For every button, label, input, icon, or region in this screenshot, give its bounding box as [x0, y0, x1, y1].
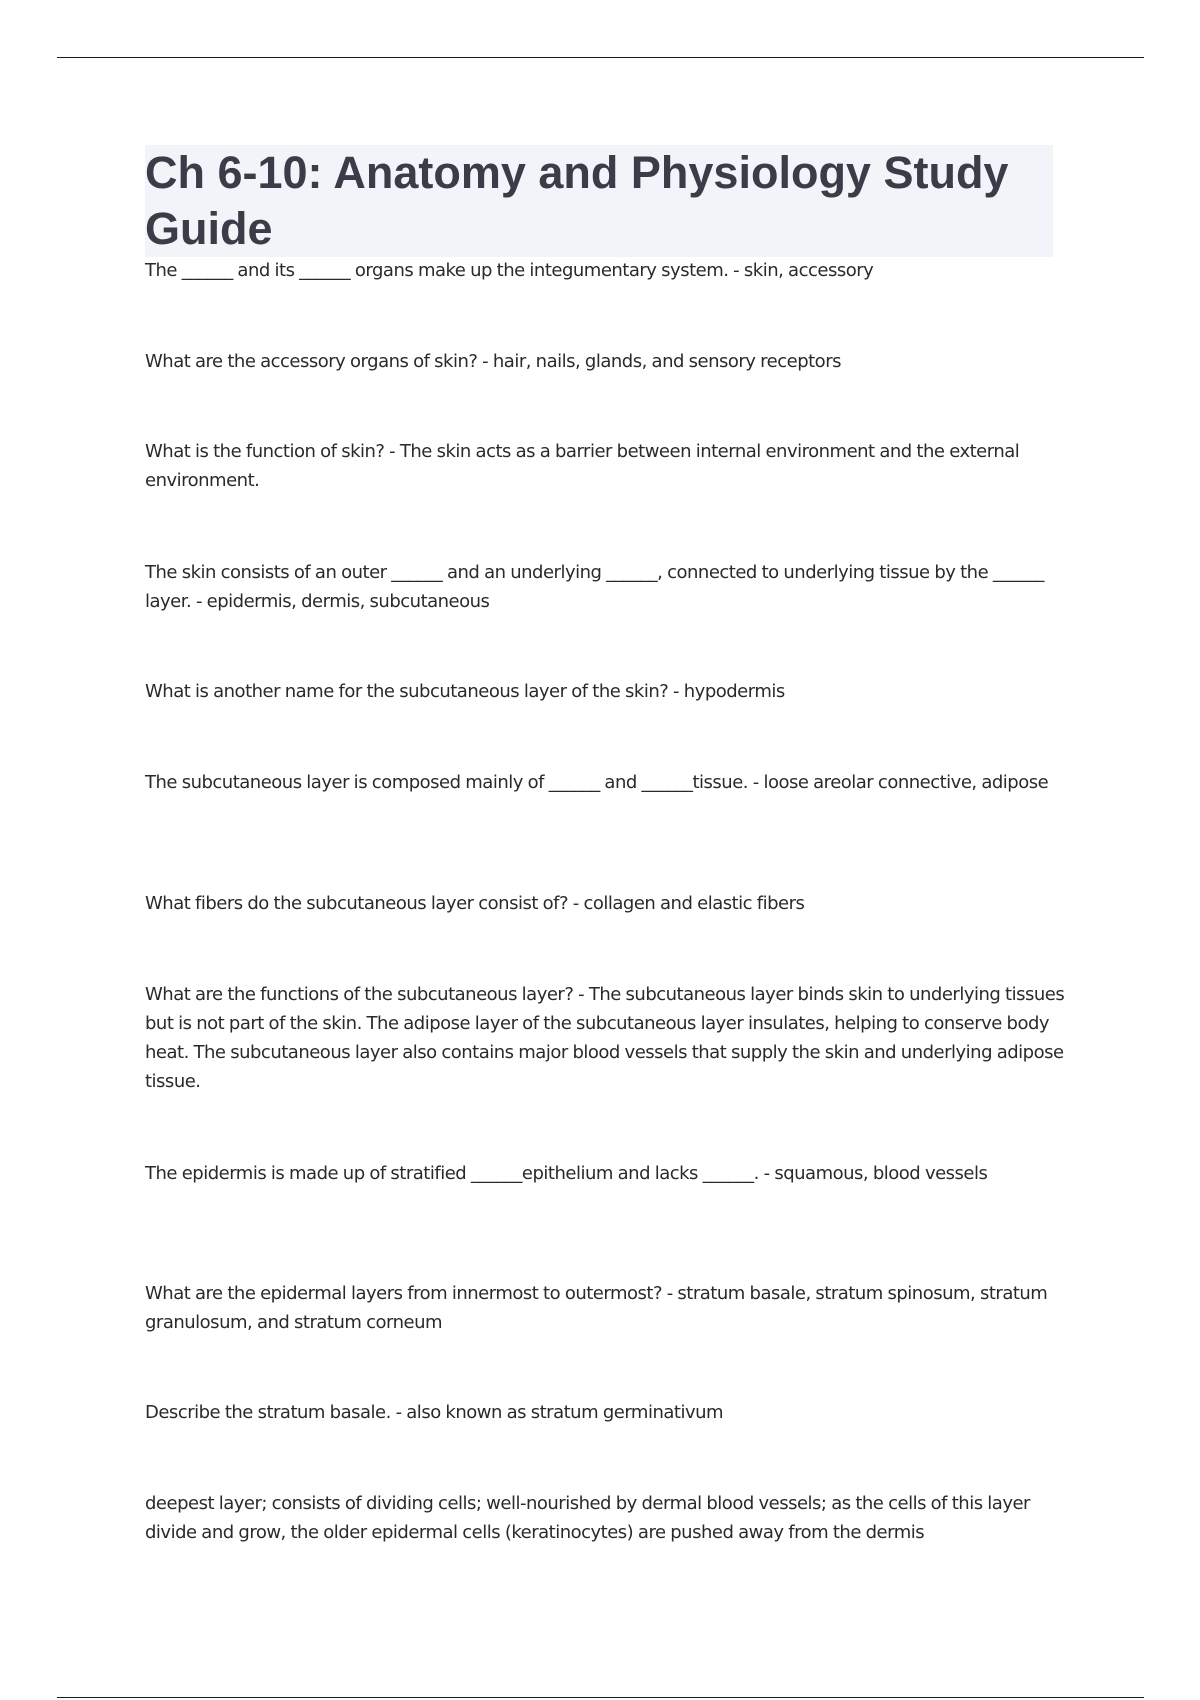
study-entry: The skin consists of an outer ______ and an underlying ______, connected to underlying tissue by the ______ layer. - epidermis, dermis, subcutaneous	[145, 562, 1044, 612]
study-entry: The subcutaneous layer is composed mainly of ______ and ______tissue. - loose areolar connective, adipose	[145, 772, 1049, 793]
bottom-divider	[57, 1697, 1144, 1698]
study-entry: What is the function of skin? - The skin acts as a barrier between internal environment and the external environment.	[145, 441, 1020, 491]
study-entry: What are the epidermal layers from innermost to outermost? - stratum basale, stratum spinosum, stratum granulosum, and stratum corneum	[145, 1283, 1048, 1333]
page-title: Ch 6-10: Anatomy and Physiology Study Guide	[145, 147, 1009, 254]
study-entry: What are the functions of the subcutaneous layer? - The subcutaneous layer binds skin to underlying tissues but is not part of the skin. The adipose layer of the subcutaneous layer insulates, helping to conserve body heat. The subcutaneous layer also contains major blood vessels that supply the skin and underlying adipose tissue.	[145, 984, 1065, 1092]
study-entry: What is another name for the subcutaneous layer of the skin? - hypodermis	[145, 681, 785, 702]
study-entry: The epidermis is made up of stratified ______epithelium and lacks ______. - squamous, blood vessels	[145, 1163, 988, 1184]
study-entry: Describe the stratum basale. - also known as stratum germinativum	[145, 1402, 724, 1423]
study-entry: The ______ and its ______ organs make up the integumentary system. - skin, accessory	[145, 260, 874, 281]
title-block	[145, 145, 1053, 257]
study-entry: What are the accessory organs of skin? - hair, nails, glands, and sensory receptors	[145, 351, 841, 372]
top-divider	[57, 57, 1144, 58]
study-entry: deepest layer; consists of dividing cells; well-nourished by dermal blood vessels; as the cells of this layer divide and grow, the older epidermal cells (keratinocytes) are pushed away from the dermis	[145, 1493, 1030, 1543]
study-entry: What fibers do the subcutaneous layer consist of? - collagen and elastic fibers	[145, 893, 805, 914]
